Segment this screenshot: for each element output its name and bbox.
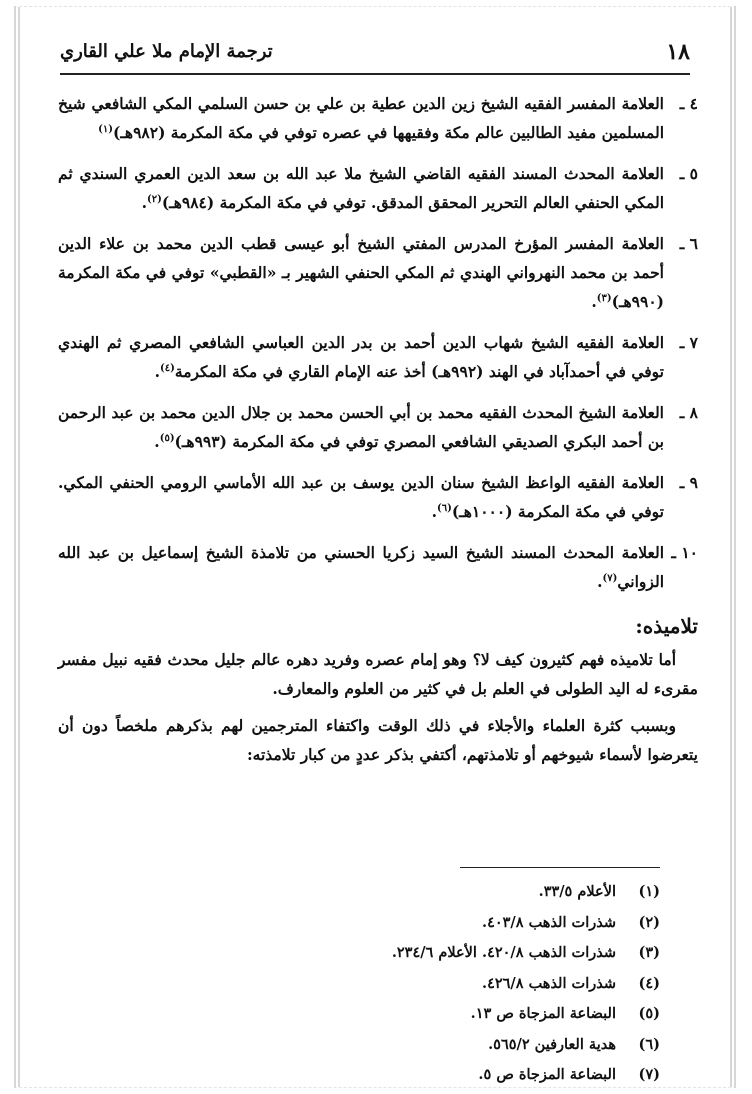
footnote-number: (٦): [638, 1035, 660, 1053]
footnote-text: شذرات الذهب ٤٢٠/٨. الأعلام ٢٣٤/٦.: [391, 944, 616, 961]
footnote-ref[interactable]: (٣): [596, 292, 612, 304]
entry-text: العلامة الفقيه الشيخ شهاب الدين أحمد بن بدر الدين العباسي الشافعي المصري ثم الهندي توفي في أحمدآباد في الهند (٩٩٢هـ) أخذ عنه الإمام القاري في مكة المكرمة$^{(٤)}$.: [58, 333, 664, 381]
footnote-text: الأعلام ٣٣/٥.: [538, 883, 616, 900]
footnote-text: هدية العارفين ٥٦٥/٢.: [488, 1035, 616, 1053]
footnote-text: البضاعة المزجاة ص ١٣.: [470, 1005, 616, 1022]
page-header: [60, 37, 690, 75]
section-heading-students: تلاميذه:: [635, 614, 698, 638]
entry-number: ٥ ـ: [679, 164, 698, 183]
footnote: [60, 877, 660, 908]
footnote: [60, 938, 660, 969]
page-number: ١٨: [666, 39, 690, 65]
footnote-ref[interactable]: (٥): [159, 432, 175, 444]
footnote-ref[interactable]: (٦): [436, 502, 452, 514]
paragraph: أما تلاميذه فهم كثيرون كيف لا؟ وهو إمام عصره وفريد دهره عالم جليل محدث فقيه نبيل مفسر مقرىء له اليد الطولى في العلم بل في كثير من العلوم والمعارف.: [58, 650, 698, 698]
entry-number: ٦ ـ: [679, 234, 698, 253]
entry-text: العلامة المفسر الفقيه الشيخ زين الدين عطية بن علي بن حسن السلمي المكي الشافعي شيخ المسلمين مفيد الطالبين عالم مكة وفقيهها في عصره توفي في مكة المكرمة (٩٨٢هـ)$^{(١)}$: [58, 94, 664, 142]
footnote: [60, 999, 660, 1030]
teacher-entry-8: [58, 398, 698, 456]
footnote-ref[interactable]: (١): [98, 123, 114, 135]
footnote-number: (٢): [638, 913, 660, 931]
footnote-number: (٥): [638, 1005, 660, 1022]
entry-text: العلامة المحدث المسند الشيخ السيد زكريا الحسني من تلامذة الشيخ إسماعيل بن عبد الله الزواني$^{(٧)}$.: [58, 543, 664, 591]
entry-text: العلامة المحدث المسند الفقيه القاضي الشيخ ملا عبد الله بن سعد الدين العمري السندي ثم المكي الحنفي العالم التحرير المحقق المدقق. توفي في مكة المكرمة (٩٨٤هـ)$^{(٢)}$.: [58, 164, 664, 212]
entry-number: ٨ ـ: [679, 403, 698, 422]
teacher-entry-5: [58, 159, 698, 217]
teacher-entry-6: [58, 229, 698, 316]
footnote-ref[interactable]: (٢): [146, 193, 162, 205]
entry-number: ٩ ـ: [679, 473, 698, 492]
footnote: [60, 908, 660, 939]
teacher-entry-7: [58, 328, 698, 386]
footnotes: [60, 877, 660, 1091]
footnote-number: (٧): [638, 1066, 660, 1083]
footnote-text: شذرات الذهب ٤٠٣/٨.: [482, 913, 616, 931]
footnote-number: (١): [638, 883, 660, 900]
teacher-entry-10: [58, 538, 698, 596]
teacher-entry-4: [58, 89, 698, 147]
running-title: ترجمة الإمام ملا علي القاري: [60, 41, 273, 62]
entry-number: ٧ ـ: [679, 333, 698, 352]
entry-text: العلامة الفقيه الواعظ الشيخ سنان الدين يوسف بن عبد الله الأماسي الرومي الحنفي المكي. توفي في مكة المكرمة (١٠٠٠هـ)$^{(٦)}$.: [58, 473, 664, 521]
footnote-ref[interactable]: (٧): [602, 572, 618, 584]
page-frame: [14, 6, 736, 1088]
entry-text: العلامة المفسر المؤرخ المدرس المفتي الشيخ أبو عيسى قطب الدين محمد بن علاء الدين أحمد بن محمد النهرواني الهندي ثم المكي الحنفي الشهير بـ «القطبي» توفي في مكة المكرمة (٩٩٠هـ)$^{(٣)}$.: [58, 234, 664, 311]
paragraph: وبسبب كثرة العلماء والأجلاء في ذلك الوقت واكتفاء المترجمين لهم بذكرهم ملخصاً دون أن يتعرضوا لأسماء شيوخهم أو تلامذتهم، أكتفي بذكر عددٍ من كبار تلامذته:: [58, 716, 698, 764]
footnote-number: (٤): [638, 974, 660, 992]
footnote-text: شذرات الذهب ٤٢٦/٨.: [482, 974, 616, 992]
main-content: [58, 89, 698, 777]
entry-text: العلامة الشيخ المحدث الفقيه محمد بن أبي الحسن محمد بن جلال الدين محمد بن عبد الرحمن بن أحمد البكري الصديقي الشافعي المصري توفي في مكة المكرمة (٩٩٣هـ)$^{(٥)}$.: [58, 403, 664, 451]
teacher-entry-9: [58, 468, 698, 526]
footnote-number: (٣): [638, 944, 660, 961]
entry-number: ٤ ـ: [679, 94, 698, 113]
footnote: [60, 1060, 660, 1091]
entry-number: ١٠ ـ: [671, 543, 698, 562]
footnote-divider: [460, 867, 660, 868]
footnote-text: البضاعة المزجاة ص ٥.: [478, 1066, 616, 1083]
footnote: [60, 969, 660, 1000]
footnote-ref[interactable]: (٤): [160, 362, 175, 374]
footnote: [60, 1030, 660, 1061]
